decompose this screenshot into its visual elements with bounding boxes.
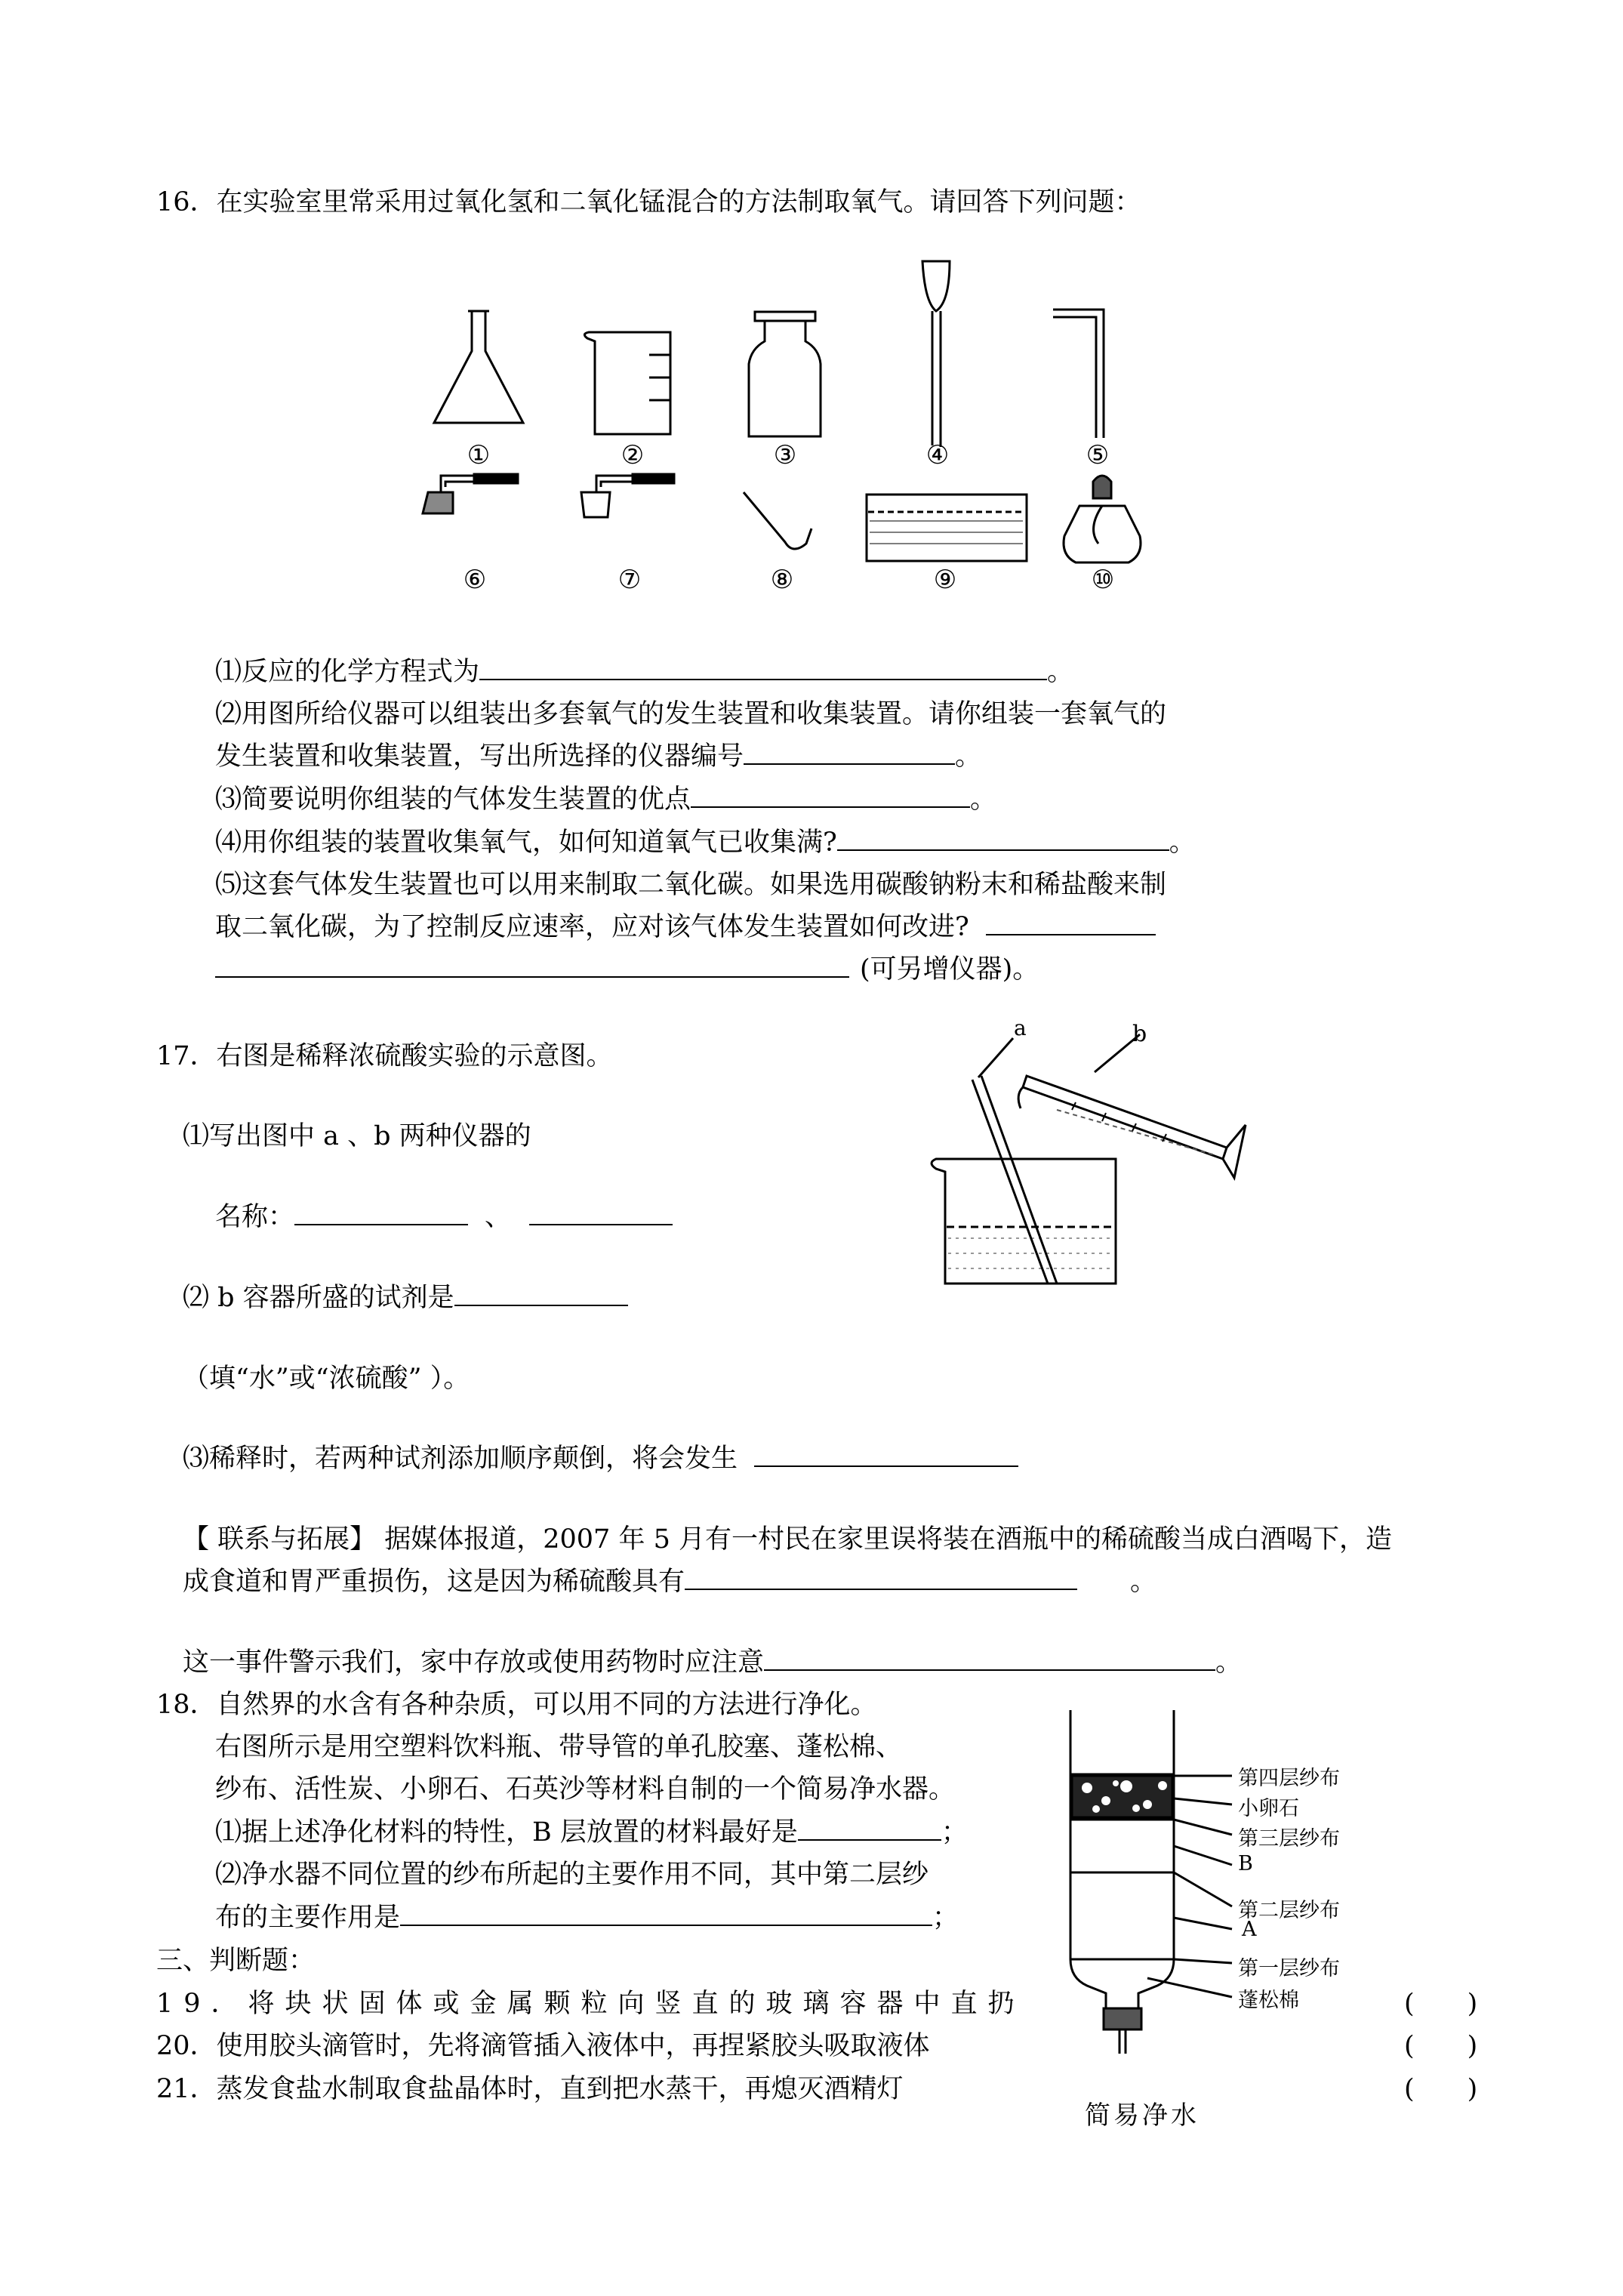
q18-part1: ⑴据上述净化材料的特性，B 层放置的材料最好是 ； <box>215 1817 968 1848</box>
q18-part2a: ⑵净水器不同位置的纱布所起的主要作用不同，其中第二层纱 <box>215 1860 929 1890</box>
judgement-paren-20[interactable]: ( ) <box>1404 2031 1478 2061</box>
judgement-item-19: 19．将块状固体或金属颗粒向竖直的玻璃容器中直扔 <box>156 1989 1025 2019</box>
purifier-label-layer2: 第二层纱布 <box>1238 1899 1340 1922</box>
section3-title: 三、判断题： <box>156 1946 316 1976</box>
apparatus-number-3: ③ <box>773 440 797 470</box>
q17-extension-line1: 【 联系与拓展】 据媒体报道，2007 年 5 月有一村民在家里误将装在酒瓶中的稀硫酸当成白酒喝下，造 <box>183 1524 1392 1555</box>
judgement-paren-21[interactable]: ( ) <box>1404 2074 1478 2104</box>
purifier-label-pebbles: 小卵石 <box>1238 1797 1299 1820</box>
judgement-item-21: 21．蒸发食盐水制取食盐晶体时，直到把水蒸干，再熄灭酒精灯 <box>156 2074 904 2104</box>
judgement-paren-19[interactable]: ( ) <box>1404 1989 1478 2019</box>
q16-part4: ⑷用你组装的装置收集氧气，如何知道氧气已收集满? 。 <box>215 827 1196 858</box>
figure-label-b: b <box>1132 1021 1147 1047</box>
q18-part2b: 布的主要作用是 ； <box>215 1903 959 1933</box>
apparatus-number-10: ⑩ <box>1091 565 1115 595</box>
q17-part2: ⑵ b 容器所盛的试剂是 <box>183 1281 628 1314</box>
apparatus-number-7: ⑦ <box>617 565 642 595</box>
q17-part1: ⑴写出图中 a 、b 两种仪器的 <box>183 1121 531 1151</box>
apparatus-number-8: ⑧ <box>770 565 794 595</box>
purifier-label-cotton: 蓬松棉 <box>1238 1989 1299 2012</box>
apparatus-number-2: ② <box>621 440 645 470</box>
q16-part5c: (可另增仪器)。 <box>215 953 1039 986</box>
apparatus-number-4: ④ <box>925 440 950 470</box>
purifier-label-layer1: 第一层纱布 <box>1238 1957 1340 1980</box>
q17-stem: 17．右图是稀释浓硫酸实验的示意图。 <box>156 1041 613 1071</box>
q16-part5a: ⑸这套气体发生装置也可以用来制取二氧化碳。如果选用碳酸钠粉末和稀盐酸来制 <box>215 870 1167 900</box>
q16-part2a: ⑵用图所给仪器可以组装出多套氧气的发生装置和收集装置。请你组装一套氧气的 <box>215 699 1167 729</box>
q17-part2-note: （填“水”或“浓硫酸” ）。 <box>183 1364 470 1394</box>
q17-extension-line3: 这一事件警示我们，家中存放或使用药物时应注意 。 <box>183 1647 1243 1678</box>
purifier-caption: 简易净水 <box>1085 2100 1200 2131</box>
purifier-label-layer3: 第三层纱布 <box>1238 1827 1340 1851</box>
apparatus-number-1: ① <box>467 440 491 470</box>
q16-part1: ⑴反应的化学方程式为 。 <box>215 657 1074 687</box>
q18-line2: 右图所示是用空塑料饮料瓶、带导管的单孔胶塞、蓬松棉、 <box>215 1732 903 1762</box>
q18-line3: 纱布、活性炭、小卵石、石英沙等材料自制的一个简易净水器。 <box>215 1774 956 1804</box>
apparatus-number-9: ⑨ <box>933 565 957 595</box>
q16-part3: ⑶简要说明你组装的气体发生装置的优点 。 <box>215 784 997 815</box>
q16-stem: 16．在实验室里常采用过氧化氢和二氧化锰混合的方法制取氧气。请回答下列问题： <box>156 187 1141 217</box>
judgement-item-20: 20．使用胶头滴管时，先将滴管插入液体中，再捏紧胶头吸取液体 <box>156 2031 930 2061</box>
apparatus-number-6: ⑥ <box>463 565 487 595</box>
q16-part5b: 取二氧化碳，为了控制反应速率，应对该气体发生装置如何改进? <box>215 911 1156 944</box>
figure-label-a: a <box>1014 1015 1027 1040</box>
q18-stem: 18．自然界的水含有各种杂质，可以用不同的方法进行净化。 <box>156 1690 877 1720</box>
q17-extension-line2: 成食道和胃严重损伤，这是因为稀硫酸具有 。 <box>183 1567 1157 1597</box>
purifier-label-layer4: 第四层纱布 <box>1238 1767 1340 1790</box>
q17-part3: ⑶稀释时，若两种试剂添加顺序颠倒，将会发生 <box>183 1442 1018 1475</box>
apparatus-number-5: ⑤ <box>1086 440 1110 470</box>
purifier-label-b: B <box>1238 1852 1253 1875</box>
q16-part2b: 发生装置和收集装置，写出所选择的仪器编号 。 <box>215 741 982 772</box>
purifier-label-a: A <box>1242 1918 1257 1941</box>
q17-names: 名称： 、 <box>215 1200 673 1234</box>
